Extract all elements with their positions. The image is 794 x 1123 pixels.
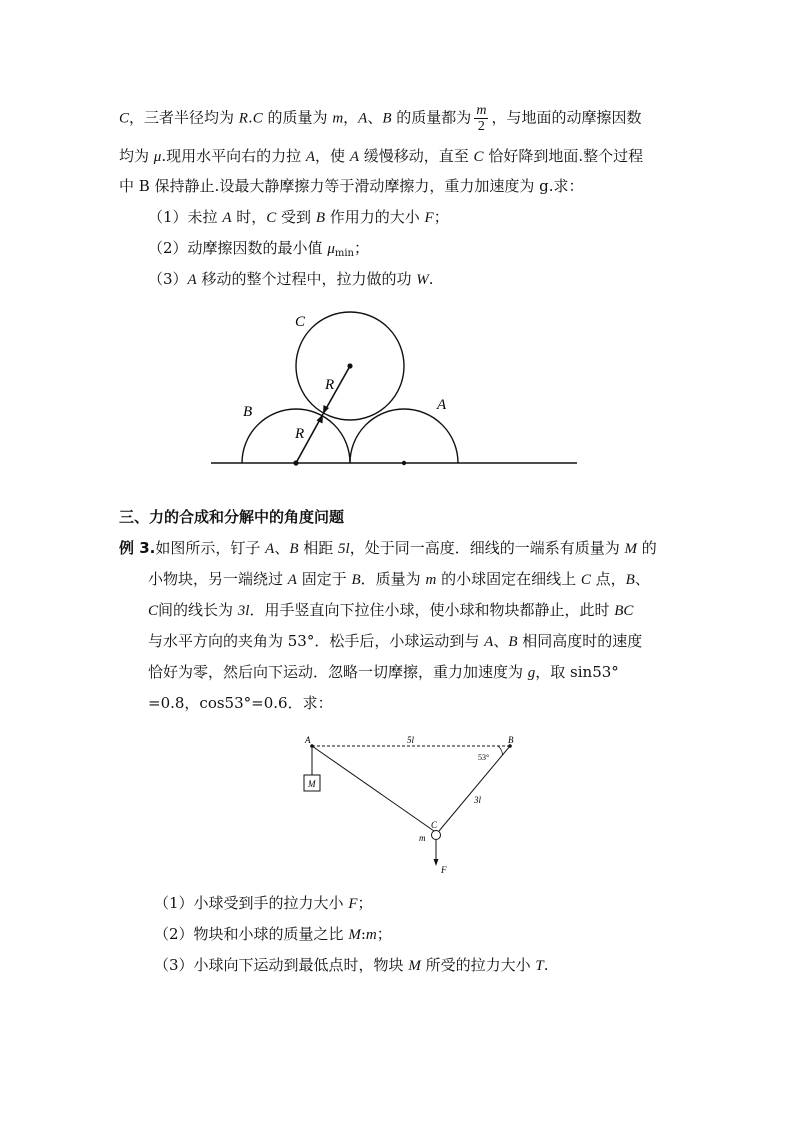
problem-line-3: 中 B 保持静止.设最大静摩擦力等于滑动摩擦力，重力加速度为 g.求： bbox=[119, 177, 584, 195]
label-mass-m: m bbox=[419, 833, 426, 843]
label-53-degrees: 53° bbox=[478, 753, 490, 762]
cylinders-figure bbox=[205, 305, 585, 485]
label-nail-A: A bbox=[305, 735, 311, 745]
example-line-1: 例 3.如图所示，钉子 A、B 相距 5l，处于同一高度．细线的一端系有质量为 M 的 bbox=[119, 539, 657, 557]
example-line-4: 与水平方向的夹角为 53°．松手后，小球运动到与 A、B 相同高度时的速度 bbox=[148, 632, 643, 650]
question-2: （2）动摩擦因数的最小值 $\mu_{min}$； bbox=[148, 239, 369, 259]
label-R-lower: R bbox=[295, 426, 305, 442]
string-B-to-C bbox=[439, 746, 510, 831]
example-line-2: 小物块，另一端绕过 A 固定于 B．质量为 m 的小球固定在细线上 C 点，B、 bbox=[148, 570, 650, 588]
question-3: （3）A 移动的整个过程中，拉力做的功 W. bbox=[148, 270, 434, 288]
section-heading: 三、力的合成和分解中的角度问题 bbox=[119, 508, 345, 526]
force-F-arrowhead bbox=[434, 859, 439, 866]
nails-figure bbox=[298, 728, 538, 878]
label-3l: 3l bbox=[474, 795, 482, 805]
example-question-2: （2）物块和小球的质量之比 M:m； bbox=[154, 925, 392, 943]
label-nail-B: B bbox=[508, 735, 514, 745]
example-line-3: C间的线长为 3l．用手竖直向下拉住小球，使小球和物块都静止，此时 BC bbox=[148, 601, 634, 619]
label-ball-C: C bbox=[431, 820, 438, 830]
angle-53-arc bbox=[498, 746, 503, 756]
center-A-dot bbox=[402, 461, 406, 465]
example-line-6: =0.8，cos53°=0.6．求： bbox=[148, 694, 333, 712]
label-B: B bbox=[243, 404, 253, 420]
problem-line-1: C，三者半径均为 R.C 的质量为 m，A、B 的质量都为 $\frac{m}{2}$ ，与地面的动摩擦因数 bbox=[119, 103, 642, 134]
nail-A bbox=[310, 744, 314, 748]
example-question-3: （3）小球向下运动到最低点时，物块 M 所受的拉力大小 T. bbox=[154, 956, 549, 974]
question-1: （1）未拉 A 时，C 受到 B 作用力的大小 F； bbox=[148, 208, 449, 226]
ball-C bbox=[432, 831, 441, 840]
radius-B-arrowhead bbox=[317, 414, 324, 424]
example-question-1: （1）小球受到手的拉力大小 F； bbox=[154, 894, 373, 912]
mass-fraction: $\frac{m}{2}$ bbox=[476, 103, 487, 134]
example-line-5: 恰好为零，然后向下运动．忽略一切摩擦，重力加速度为 g，取 sin53° bbox=[148, 663, 619, 681]
label-force-F: F bbox=[441, 865, 447, 875]
label-R-upper: R bbox=[325, 377, 335, 393]
string-A-to-C bbox=[312, 746, 434, 831]
label-C: C bbox=[295, 314, 306, 330]
label-block-M: M bbox=[308, 779, 316, 789]
label-A: A bbox=[437, 397, 447, 413]
label-5l: 5l bbox=[407, 735, 415, 745]
problem-line-2: 均为 μ.现用水平向右的力拉 A，使 A 缓慢移动，直至 C 恰好降到地面.整个过程 bbox=[119, 147, 644, 165]
